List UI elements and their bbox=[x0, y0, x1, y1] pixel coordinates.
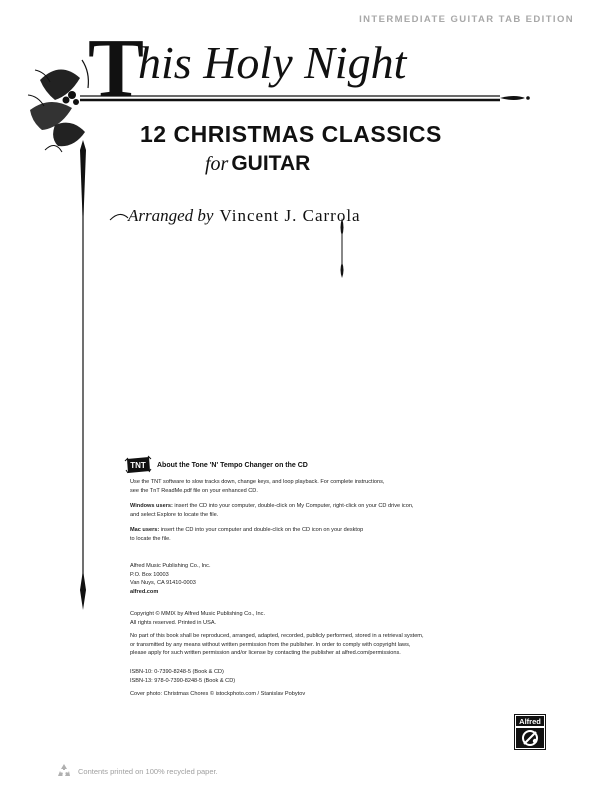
windows-text2: and select Explore to locate the file. bbox=[130, 511, 219, 518]
subtitle-for: for bbox=[205, 153, 229, 175]
recycle-icon bbox=[55, 762, 73, 780]
copyright-line1: Copyright © MMIX by Alfred Music Publishing Co., Inc. bbox=[130, 611, 266, 617]
publisher-address bbox=[130, 562, 430, 596]
isbn-13: ISBN-13: 978-0-7390-8248-5 (Book & CD) bbox=[130, 677, 236, 684]
publisher-name: Alfred Music Publishing Co., Inc. bbox=[130, 563, 211, 569]
holly-ornament-icon bbox=[28, 60, 88, 152]
alfred-logo-icon bbox=[514, 714, 546, 750]
tnt-para1: Use the TNT software to slow tracks down, change keys, and loop playback. For complete instructions, bbox=[130, 479, 385, 485]
publisher-web: alfred.com bbox=[130, 588, 159, 595]
recycled-paper-note: Contents printed on 100% recycled paper. bbox=[78, 767, 218, 776]
tnt-logo-icon bbox=[124, 455, 152, 475]
windows-instructions bbox=[130, 502, 430, 519]
mac-text: insert the CD into your computer and double-click on the CD icon on your desktop bbox=[160, 527, 364, 533]
edition-label: INTERMEDIATE GUITAR TAB EDITION bbox=[359, 14, 574, 25]
subtitle-guitar: GUITAR bbox=[231, 152, 311, 175]
mac-instructions bbox=[130, 526, 430, 543]
legal-line2: or transmitted by any means without written permission from the publisher. In order to comply with copyright laws, bbox=[130, 641, 411, 648]
legal-notice bbox=[130, 632, 460, 658]
copyright-line2: All rights reserved. Printed in USA. bbox=[130, 619, 217, 626]
legal-line1: No part of this book shall be reproduced, arranged, adapted, recorded, publicly performed, stored in a retrieval system, bbox=[130, 633, 424, 639]
legal-line3: please apply for such written permission and/or license by contacting the publisher at alfred.com/permissions. bbox=[130, 650, 401, 657]
publisher-city: Van Nuys, CA 91410-0003 bbox=[130, 580, 196, 587]
page-title bbox=[88, 22, 407, 115]
publisher-box: P.O. Box 10003 bbox=[130, 571, 169, 578]
arranger-prefix: Arranged by bbox=[128, 206, 214, 225]
subtitle-line2 bbox=[205, 152, 310, 176]
isbn-10: ISBN-10: 0-7390-8248-5 (Book & CD) bbox=[130, 669, 224, 675]
alfred-logo-text: Alfred bbox=[519, 717, 541, 726]
tnt-para1b: see the TnT ReadMe.pdf file on your enhanced CD. bbox=[130, 487, 258, 494]
arranger-name: Vincent J. Carrola bbox=[219, 206, 361, 225]
windows-text: insert the CD into your computer, double-click on My Computer, right-click on your CD drive icon, bbox=[174, 503, 414, 509]
tnt-logo-text: TNT bbox=[130, 461, 146, 470]
title-text: his Holy Night bbox=[138, 37, 407, 88]
cover-photo-credit: Cover photo: Christmas Chores © istockphoto.com / Stanislav Pobytov bbox=[130, 691, 306, 697]
windows-label: Windows users: bbox=[130, 503, 173, 509]
mac-text2: to locate the file. bbox=[130, 535, 171, 542]
mac-label: Mac users: bbox=[130, 527, 160, 533]
subtitle-line1: 12 CHRISTMAS CLASSICS bbox=[140, 121, 442, 147]
title-drop-cap: T bbox=[88, 22, 145, 115]
arranger-credit bbox=[128, 206, 361, 226]
isbn-block bbox=[130, 668, 430, 685]
copyright-block bbox=[130, 610, 430, 627]
tnt-heading: About the Tone 'N' Tempo Changer on the CD bbox=[157, 462, 308, 469]
tnt-paragraph bbox=[130, 478, 430, 495]
